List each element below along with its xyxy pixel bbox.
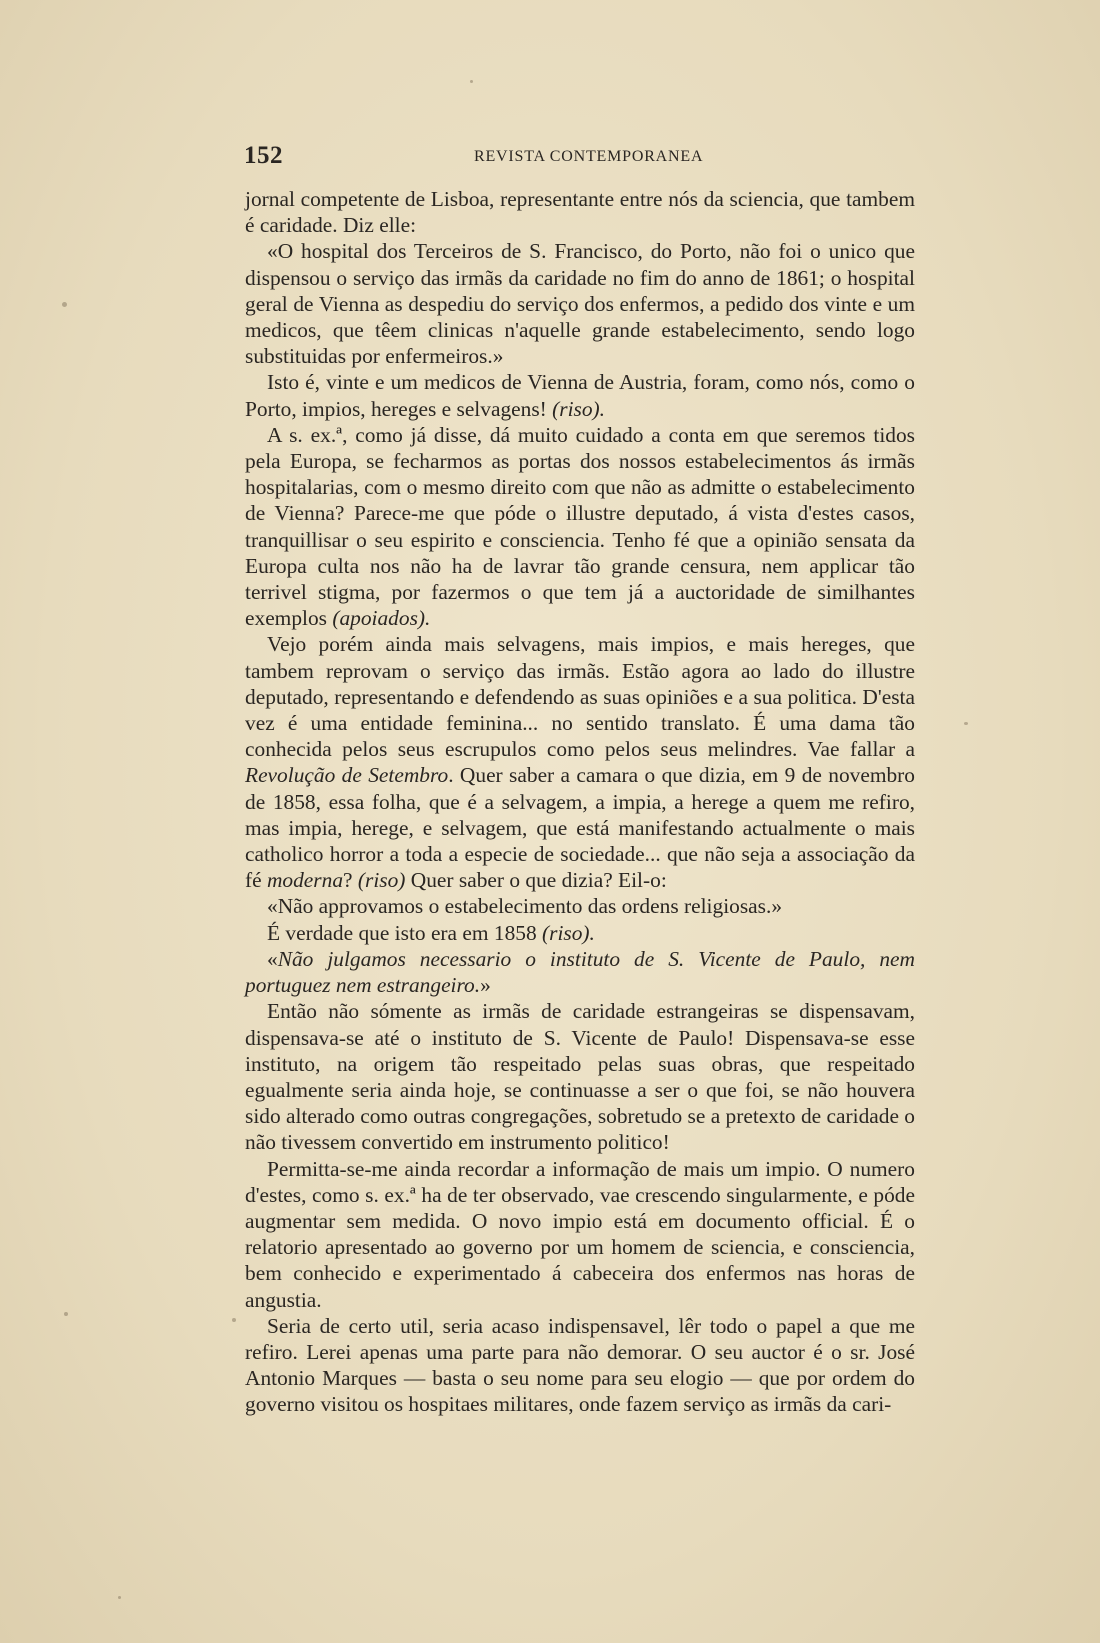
paper-speck — [118, 1596, 121, 1599]
text-run: ? — [343, 868, 358, 893]
italic-text: (riso). — [542, 920, 595, 945]
italic-text: (riso). — [552, 396, 606, 421]
paragraph — [245, 186, 915, 238]
paper-speck — [470, 80, 473, 83]
italic-text: moderna — [266, 868, 344, 893]
italic-text: (riso) — [357, 868, 406, 893]
text-run: «Não approvamos o estabelecimento das ordens religiosas.» — [267, 894, 783, 919]
italic-text: Revolução de Setembro — [245, 763, 449, 788]
paper-speck — [64, 1312, 68, 1316]
paragraph — [245, 946, 915, 998]
page-header — [244, 142, 904, 176]
text-run: » — [480, 973, 491, 998]
paragraph — [245, 920, 915, 946]
paragraph — [245, 998, 915, 1155]
paragraph — [245, 238, 915, 369]
text-run: « — [267, 946, 278, 971]
text-run: «O hospital dos Terceiros de S. Francisco, do Porto, não foi o unico que dispensou o serviço das irmãs da caridade no fim do anno de 1861; o hospital geral de Vienna as despediu do serviço dos enfermos, a pedido dos vinte e um medicos, que têem clinicas n'aquelle grande estabelecimento, sendo logo substituidas por enfermeiros.» — [245, 239, 915, 369]
italic-text: Não julgamos necessario o instituto de S. Vicente de Paulo, nem portuguez nem estrangeiro. — [245, 946, 915, 998]
text-run: A s. ex.ª, como já disse, dá muito cuidado a conta em que seremos tidos pela Europa, se fecharmos as portas dos nossos estabelecimentos ás irmãs hospitalarias, com o mesmo direito com que não as admitte o estabelecimento de Vienna? Parece-me que póde o illustre deputado, á vista d'estes casos, tranquillisar o seu espirito e consciencia. Tenho fé que a opinião sensata da Europa culta nos não ha de lavrar tão grande censura, nem applicar tão terrivel stigma, por fazermos o que tem já a auctoridade de similhantes exemplos — [245, 422, 915, 631]
body-text — [245, 186, 915, 1418]
page-number: 152 — [244, 142, 283, 169]
paragraph — [245, 893, 915, 919]
running-title: REVISTA CONTEMPORANEA — [474, 148, 704, 165]
text-run: Isto é, vinte e um medicos de Vienna de Austria, foram, como nós, como o Porto, impios, hereges e selvagens! — [245, 370, 915, 421]
text-run: Vejo porém ainda mais selvagens, mais impios, e mais hereges, que tambem reprovam o serviço das irmãs. Estão agora ao lado do illustre deputado, representando e defendendo as suas opiniões e a sua politica. D'esta vez é uma entidade feminina... no sentido translato. É uma dama tão conhecida pelos seus escrupulos como pelos seus melindres. Vae fallar a — [245, 632, 915, 762]
text-run: Quer saber o que dizia? Eil-o: — [405, 868, 667, 893]
paper-speck — [232, 1318, 236, 1322]
italic-text: (apoiados). — [332, 606, 431, 631]
text-run: jornal competente de Lisboa, representante entre nós da sciencia, que tambem é caridade. Diz elle: — [245, 187, 915, 238]
text-run: Seria de certo util, seria acaso indispensavel, lêr todo o papel a que me refiro. Lerei apenas uma parte para não demorar. O seu auctor é o sr. José Antonio Marques — basta o seu nome para seu elogio — que por ordem do governo visitou os hospitaes militares, onde fazem serviço as irmãs da cari- — [245, 1313, 915, 1417]
text-run: É verdade que isto era em 1858 — [267, 920, 543, 945]
paragraph — [245, 1313, 915, 1418]
text-run: . Quer saber a camara o que dizia, em 9 de novembro de 1858, essa folha, que é a selvagem, a impia, a herege a quem me refiro, mas impia, herege, e selvagem, que está manifestando actualmente o mais catholico horror a toda a especie de sociedade... que não seja a associação da fé — [245, 763, 915, 893]
paper-speck — [62, 302, 67, 307]
paragraph — [245, 369, 915, 421]
paragraph — [245, 422, 915, 632]
paper-speck — [964, 722, 968, 725]
text-run: Então não sómente as irmãs de caridade estrangeiras se dispensavam, dispensava-se até o instituto de S. Vicente de Paulo! Dispensava-se esse instituto, na origem tão respeitado pelas suas obras, que respeitado egualmente seria ainda hoje, se continuasse a ser o que foi, se não houvera sido alterado como outras congregações, sobretudo se a pretexto de caridade o não tivessem convertido em instrumento politico! — [245, 999, 915, 1155]
paragraph — [245, 1156, 915, 1313]
paragraph — [245, 631, 915, 893]
text-run: Permitta-se-me ainda recordar a informação de mais um impio. O numero d'estes, como s. ex.ª ha de ter observado, vae crescendo singularmente, e póde augmentar sem medida. O novo impio está em documento official. É o relatorio apresentado ao governo por um homem de sciencia, e consciencia, bem conhecido e experimentado á cabeceira dos enfermos nas horas de angustia. — [245, 1156, 915, 1312]
